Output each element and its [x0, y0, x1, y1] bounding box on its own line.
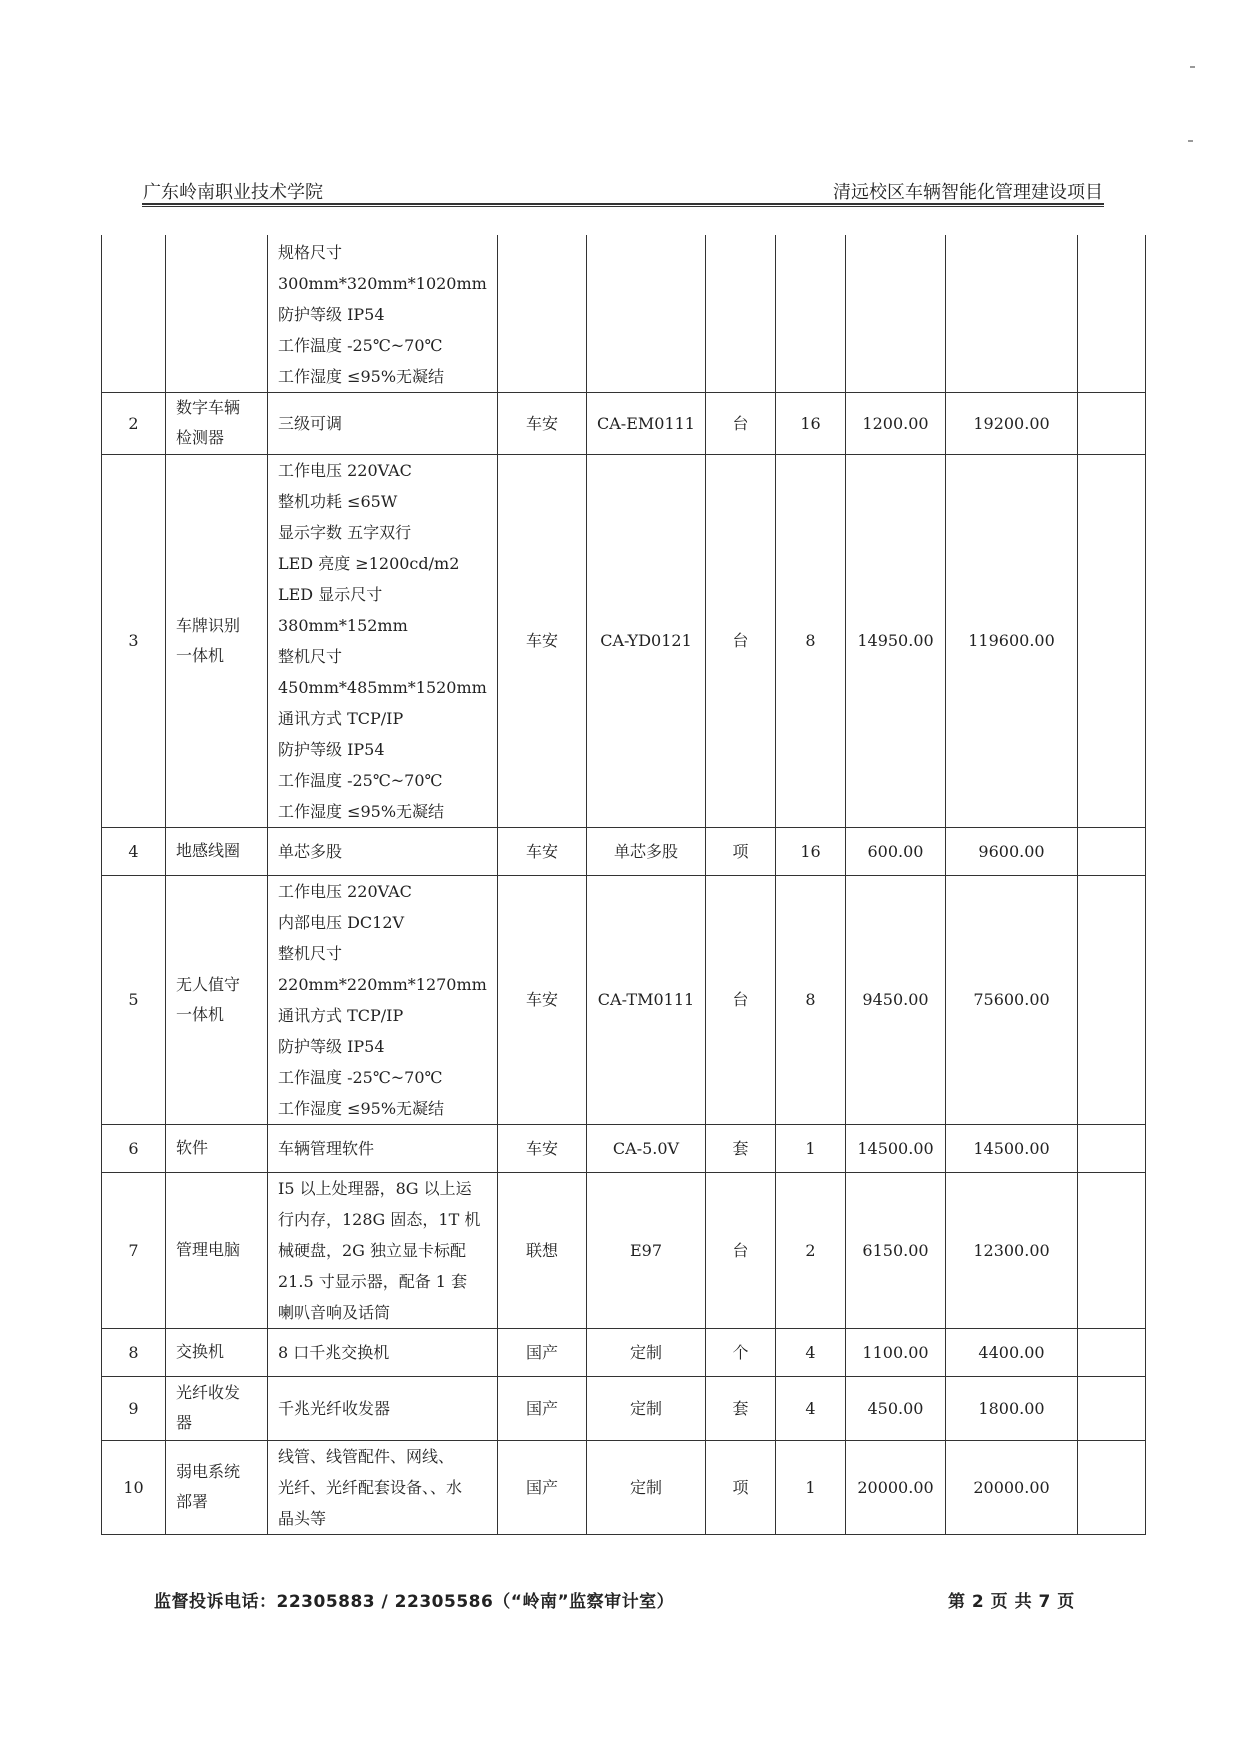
spec-line: 防护等级 IP54 — [278, 739, 385, 759]
row-number-cell: 10 — [102, 1440, 166, 1534]
row-number-cell: 3 — [102, 454, 166, 827]
spec-line: 300mm*320mm*1020mm — [278, 273, 487, 293]
spec-line: 规格尺寸 — [278, 242, 343, 262]
spec-line: 晶头等 — [278, 1508, 327, 1528]
item-name-line: 弱电系统 — [176, 1462, 241, 1481]
brand-cell: 车安 — [498, 1124, 587, 1172]
unit-price-cell: 1200.00 — [846, 392, 946, 454]
spec-line: 内部电压 DC12V — [278, 912, 405, 932]
model-cell — [587, 235, 706, 392]
item-name-cell — [166, 392, 268, 454]
brand-cell: 国产 — [498, 1440, 587, 1534]
unit-cell: 台 — [706, 392, 776, 454]
item-name-cell — [166, 454, 268, 827]
spec-line: 工作湿度 ≤95%无凝结 — [278, 366, 445, 386]
item-name-cell — [166, 1124, 268, 1172]
remarks-cell — [1078, 392, 1146, 454]
model-cell: CA-TM0111 — [587, 875, 706, 1124]
quantity-cell: 2 — [776, 1172, 846, 1328]
unit-price-cell: 6150.00 — [846, 1172, 946, 1328]
model-cell: CA-EM0111 — [587, 392, 706, 454]
remarks-cell — [1078, 1440, 1146, 1534]
header-project-title: 清远校区车辆智能化管理建设项目 — [833, 182, 1103, 203]
spec-line: 通讯方式 TCP/IP — [278, 708, 404, 728]
remarks-cell — [1078, 1376, 1146, 1440]
item-name-cell — [166, 1172, 268, 1328]
table-row — [102, 875, 1146, 1124]
unit-cell: 台 — [706, 875, 776, 1124]
row-number-cell: 9 — [102, 1376, 166, 1440]
quantity-cell: 4 — [776, 1376, 846, 1440]
spec-line: 工作电压 220VAC — [278, 881, 412, 901]
spec-line: 喇叭音响及话筒 — [278, 1302, 391, 1322]
spec-description-cell — [268, 392, 498, 454]
spec-description-cell — [268, 1376, 498, 1440]
spec-line: 通讯方式 TCP/IP — [278, 1005, 404, 1025]
item-name-line: 器 — [176, 1413, 193, 1432]
unit-cell: 项 — [706, 1440, 776, 1534]
remarks-cell — [1078, 454, 1146, 827]
spec-line: 8 口千兆交换机 — [278, 1342, 390, 1362]
brand-cell: 车安 — [498, 827, 587, 875]
item-name-line: 部署 — [176, 1492, 209, 1511]
unit-price-cell: 600.00 — [846, 827, 946, 875]
brand-cell: 车安 — [498, 392, 587, 454]
total-price-cell: 9600.00 — [946, 827, 1078, 875]
unit-price-cell: 450.00 — [846, 1376, 946, 1440]
table-row — [102, 1376, 1146, 1440]
total-price-cell: 14500.00 — [946, 1124, 1078, 1172]
item-name-line: 交换机 — [176, 1342, 225, 1361]
item-name-line: 无人值守 — [176, 974, 241, 994]
spec-line: 防护等级 IP54 — [278, 1036, 385, 1056]
spec-line: 整机功耗 ≤65W — [278, 491, 398, 511]
quantity-cell: 16 — [776, 392, 846, 454]
remarks-cell — [1078, 1328, 1146, 1376]
spec-line: 工作电压 220VAC — [278, 460, 412, 480]
remarks-cell — [1078, 875, 1146, 1124]
unit-price-cell — [846, 235, 946, 392]
unit-cell: 项 — [706, 827, 776, 875]
spec-line: 450mm*485mm*1520mm — [278, 677, 487, 697]
remarks-cell — [1078, 827, 1146, 875]
unit-cell: 台 — [706, 454, 776, 827]
spec-description-cell — [268, 1172, 498, 1328]
row-number-cell: 4 — [102, 827, 166, 875]
brand-cell — [498, 235, 587, 392]
quantity-cell — [776, 235, 846, 392]
scan-speck — [1190, 66, 1195, 68]
spec-line: 防护等级 IP54 — [278, 304, 385, 324]
scan-speck — [1188, 140, 1193, 142]
quantity-cell: 16 — [776, 827, 846, 875]
item-name-cell — [166, 1328, 268, 1376]
spec-line: 行内存，128G 固态，1T 机 — [278, 1209, 481, 1229]
spec-line: 显示字数 五字双行 — [278, 522, 412, 542]
brand-cell: 车安 — [498, 454, 587, 827]
item-name-line: 软件 — [176, 1138, 209, 1157]
row-number-cell: 7 — [102, 1172, 166, 1328]
brand-cell: 车安 — [498, 875, 587, 1124]
spec-line: 光纤、光纤配套设备、、水 — [278, 1477, 463, 1497]
brand-cell: 国产 — [498, 1376, 587, 1440]
spec-description-cell — [268, 1328, 498, 1376]
quantity-cell: 4 — [776, 1328, 846, 1376]
spec-line: 工作温度 -25℃~70℃ — [278, 1067, 443, 1087]
spec-line: I5 以上处理器，8G 以上运 — [278, 1178, 472, 1198]
page-number: 第 2 页 共 7 页 — [948, 1592, 1075, 1612]
model-cell: E97 — [587, 1172, 706, 1328]
row-number-cell — [102, 235, 166, 392]
model-cell: 定制 — [587, 1328, 706, 1376]
quantity-cell: 1 — [776, 1440, 846, 1534]
item-name-line: 一体机 — [176, 645, 225, 665]
table-row — [102, 827, 1146, 875]
item-name-line: 地感线圈 — [176, 841, 241, 860]
spec-description-cell — [268, 235, 498, 392]
spec-line: 工作温度 -25℃~70℃ — [278, 335, 443, 355]
total-price-cell: 19200.00 — [946, 392, 1078, 454]
unit-cell — [706, 235, 776, 392]
row-number-cell: 6 — [102, 1124, 166, 1172]
row-number-cell: 5 — [102, 875, 166, 1124]
spec-line: 车辆管理软件 — [278, 1138, 375, 1158]
unit-price-cell: 14500.00 — [846, 1124, 946, 1172]
unit-cell: 个 — [706, 1328, 776, 1376]
table-row — [102, 392, 1146, 454]
spec-line: 工作湿度 ≤95%无凝结 — [278, 801, 445, 821]
remarks-cell — [1078, 1172, 1146, 1328]
quantity-cell: 8 — [776, 875, 846, 1124]
unit-price-cell: 20000.00 — [846, 1440, 946, 1534]
unit-price-cell: 1100.00 — [846, 1328, 946, 1376]
spec-line: 整机尺寸 — [278, 646, 343, 666]
spec-line: 单芯多股 — [278, 841, 343, 861]
row-number-cell: 2 — [102, 392, 166, 454]
spec-line: 220mm*220mm*1270mm — [278, 974, 487, 994]
brand-cell: 国产 — [498, 1328, 587, 1376]
item-name-cell — [166, 875, 268, 1124]
item-name-line: 数字车辆 — [176, 398, 241, 417]
table-row — [102, 1440, 1146, 1534]
remarks-cell — [1078, 1124, 1146, 1172]
row-number-cell: 8 — [102, 1328, 166, 1376]
remarks-cell — [1078, 235, 1146, 392]
spec-line: 工作温度 -25℃~70℃ — [278, 770, 443, 790]
spec-line: 械硬盘，2G 独立显卡标配 — [278, 1240, 467, 1260]
model-cell: CA-5.0V — [587, 1124, 706, 1172]
table-row — [102, 1124, 1146, 1172]
unit-cell: 台 — [706, 1172, 776, 1328]
item-name-line: 检测器 — [176, 428, 225, 447]
item-name-line: 车牌识别 — [176, 615, 241, 635]
quantity-cell: 1 — [776, 1124, 846, 1172]
spec-description-cell — [268, 454, 498, 827]
quantity-cell: 8 — [776, 454, 846, 827]
table-row — [102, 1172, 1146, 1328]
table-row — [102, 1328, 1146, 1376]
item-name-line: 一体机 — [176, 1004, 225, 1024]
spec-line: 整机尺寸 — [278, 943, 343, 963]
model-cell: CA-YD0121 — [587, 454, 706, 827]
unit-cell: 套 — [706, 1376, 776, 1440]
total-price-cell: 75600.00 — [946, 875, 1078, 1124]
item-name-cell — [166, 1376, 268, 1440]
item-name-cell — [166, 235, 268, 392]
spec-line: LED 显示尺寸 — [278, 584, 383, 604]
total-price-cell — [946, 235, 1078, 392]
model-cell: 定制 — [587, 1376, 706, 1440]
spec-line: 工作湿度 ≤95%无凝结 — [278, 1098, 445, 1118]
table-row — [102, 235, 1146, 392]
spec-line: 380mm*152mm — [278, 615, 408, 635]
item-name-cell — [166, 827, 268, 875]
spec-line: 千兆光纤收发器 — [278, 1398, 391, 1418]
spec-line: 三级可调 — [278, 413, 343, 433]
spec-description-cell — [268, 1124, 498, 1172]
page-header — [143, 178, 1103, 206]
unit-cell: 套 — [706, 1124, 776, 1172]
spec-line: 21.5 寸显示器，配备 1 套 — [278, 1271, 468, 1291]
spec-line: 线管、线管配件、网线、 — [278, 1446, 455, 1466]
spec-description-cell — [268, 827, 498, 875]
spec-line: LED 亮度 ≥1200cd/m2 — [278, 553, 460, 573]
item-name-line: 光纤收发 — [176, 1383, 241, 1402]
model-cell: 单芯多股 — [587, 827, 706, 875]
model-cell: 定制 — [587, 1440, 706, 1534]
item-name-cell — [166, 1440, 268, 1534]
equipment-spec-table — [101, 235, 1146, 1535]
total-price-cell: 12300.00 — [946, 1172, 1078, 1328]
unit-price-cell: 9450.00 — [846, 875, 946, 1124]
complaint-hotline: 监督投诉电话：22305883 / 22305586（“岭南”监察审计室） — [154, 1592, 675, 1612]
header-rule — [142, 203, 1104, 207]
brand-cell: 联想 — [498, 1172, 587, 1328]
total-price-cell: 4400.00 — [946, 1328, 1078, 1376]
table-row — [102, 454, 1146, 827]
item-name-line: 管理电脑 — [176, 1240, 241, 1259]
spec-description-cell — [268, 1440, 498, 1534]
unit-price-cell: 14950.00 — [846, 454, 946, 827]
spec-description-cell — [268, 875, 498, 1124]
total-price-cell: 119600.00 — [946, 454, 1078, 827]
total-price-cell: 20000.00 — [946, 1440, 1078, 1534]
total-price-cell: 1800.00 — [946, 1376, 1078, 1440]
header-institution: 广东岭南职业技术学院 — [143, 182, 323, 203]
